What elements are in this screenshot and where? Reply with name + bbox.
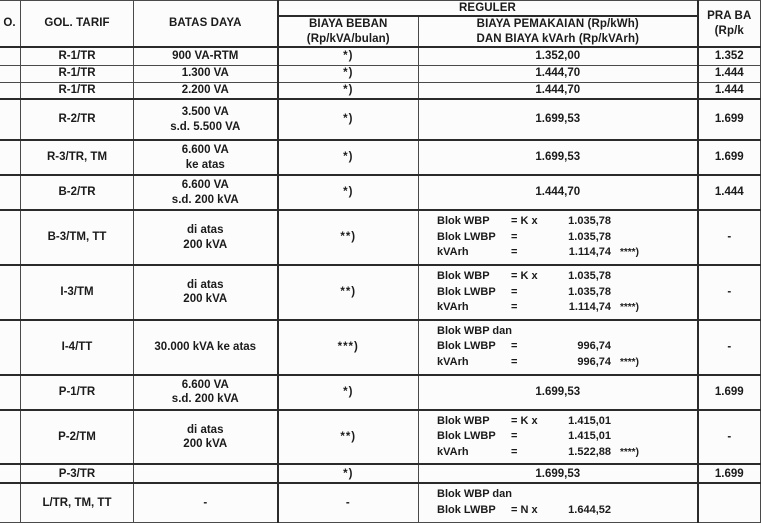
formula-footnote-marker: ****): [620, 247, 639, 259]
cell-pra-bayar: 1.699: [698, 140, 761, 175]
cell-batas-daya: [134, 483, 278, 522]
formula-line: [437, 230, 697, 246]
batas-daya-line: di atas: [187, 278, 224, 291]
formula-operator: =: [511, 301, 518, 314]
cell-biaya-pemakaian: [419, 210, 698, 265]
cell-no: [0, 483, 21, 522]
formula-operator: =: [511, 285, 518, 298]
batas-daya-line: 6.600 VA: [181, 179, 229, 192]
formula-line: [437, 245, 697, 261]
formula-block: [419, 321, 697, 374]
cell-batas-daya: [134, 82, 278, 99]
formula-line: [437, 285, 697, 301]
formula-operator: =: [511, 445, 518, 458]
header-biaya-pemakaian: [419, 16, 698, 47]
cell-pra-bayar: -: [698, 265, 761, 320]
formula-operator: = K x: [511, 215, 538, 228]
formula-operator: = N x: [511, 504, 538, 517]
formula-line: [437, 429, 697, 445]
cell-pra-bayar: [698, 483, 761, 522]
table-row[interactable]: [0, 140, 761, 175]
cell-biaya-beban: *): [278, 82, 419, 99]
formula-block: [419, 211, 697, 264]
batas-daya-line: 6.600 VA: [181, 144, 229, 157]
cell-pra-bayar: 1.699: [698, 464, 761, 483]
cell-gol-tarif: P-2/TM: [21, 410, 134, 465]
cell-biaya-beban: *): [278, 375, 419, 410]
table-row[interactable]: [0, 464, 761, 483]
table-row[interactable]: [0, 320, 761, 375]
cell-biaya-beban: **): [278, 210, 419, 265]
cell-gol-tarif: R-1/TR: [21, 82, 134, 99]
header-batas-daya: BATAS DAYA: [134, 1, 278, 48]
formula-value: 1.035,78: [568, 285, 611, 298]
header-pra-line1: PRA BA: [707, 10, 752, 23]
formula-value: 1.035,78: [568, 269, 611, 282]
cell-pra-bayar: 1.352: [698, 47, 761, 65]
formula-label: kVArh: [437, 445, 469, 458]
header-biaya-beban: [278, 16, 419, 47]
cell-no: [0, 320, 21, 375]
formula-operator: = K x: [511, 414, 538, 427]
table-body: [0, 47, 761, 522]
formula-label: Blok LWBP: [437, 230, 496, 243]
header-biaya-pemakaian-line1: BIAYA PEMAKAIAN (Rp/kWh): [476, 18, 639, 31]
cell-biaya-pemakaian: [419, 483, 698, 522]
batas-daya-line: di atas: [187, 224, 224, 237]
cell-no: [0, 464, 21, 483]
cell-no: [0, 65, 21, 82]
formula-operator: = K x: [511, 269, 538, 282]
cell-batas-daya: [134, 375, 278, 410]
formula-label: Blok LWBP: [437, 504, 496, 517]
cell-batas-daya: [134, 99, 278, 140]
table-row[interactable]: [0, 175, 761, 210]
batas-daya-line: 3.500 VA: [181, 106, 229, 119]
cell-gol-tarif: P-1/TR: [21, 375, 134, 410]
batas-daya-line: 6.600 VA: [181, 378, 229, 391]
formula-block: [419, 266, 697, 319]
header-biaya-beban-line2: (Rp/kVA/bulan): [306, 32, 390, 45]
cell-biaya-pemakaian: [419, 265, 698, 320]
formula-operator: =: [511, 340, 518, 353]
formula-label: Blok WBP: [437, 414, 490, 427]
formula-block: [419, 484, 697, 521]
cell-biaya-beban: *): [278, 99, 419, 140]
formula-value: 1.035,78: [568, 215, 611, 228]
cell-batas-daya: [134, 175, 278, 210]
cell-no: [0, 265, 21, 320]
header-group-reguler: REGULER: [278, 1, 698, 17]
cell-no: [0, 82, 21, 99]
cell-biaya-beban: *): [278, 175, 419, 210]
cell-pra-bayar: -: [698, 210, 761, 265]
table-row[interactable]: [0, 82, 761, 99]
cell-no: [0, 175, 21, 210]
formula-line: [437, 300, 697, 316]
formula-value: 1.415,01: [568, 430, 611, 443]
formula-label: Blok WBP dan: [437, 324, 512, 337]
formula-line: [437, 355, 697, 371]
cell-biaya-pemakaian: 1.699,53: [419, 464, 698, 483]
cell-pra-bayar: 1.699: [698, 99, 761, 140]
cell-batas-daya: [134, 320, 278, 375]
formula-block: [419, 411, 697, 464]
batas-daya-line: 200 kVA: [183, 238, 228, 251]
formula-label: Blok WBP: [437, 215, 490, 228]
cell-no: [0, 140, 21, 175]
cell-batas-daya: [134, 410, 278, 465]
formula-label: Blok WBP dan: [437, 488, 512, 501]
cell-biaya-beban: *): [278, 140, 419, 175]
formula-operator: =: [511, 230, 518, 243]
cell-batas-daya: [134, 464, 278, 483]
header-pra-bayar: [698, 1, 761, 48]
cell-batas-daya: [134, 65, 278, 82]
formula-label: kVArh: [437, 246, 469, 259]
formula-value: 1.114,74: [568, 301, 611, 314]
formula-operator: =: [511, 356, 518, 368]
cell-biaya-pemakaian: 1.699,53: [419, 99, 698, 140]
formula-footnote-marker: ****): [620, 446, 639, 458]
cell-pra-bayar: 1.444: [698, 82, 761, 99]
header-pra-line2: (Rp/k: [714, 24, 744, 37]
formula-value: 1.415,01: [568, 414, 611, 427]
cell-pra-bayar: 1.699: [698, 375, 761, 410]
cell-no: [0, 410, 21, 465]
formula-label: Blok LWBP: [437, 285, 496, 298]
cell-gol-tarif: R-2/TR: [21, 99, 134, 140]
cell-biaya-beban: **): [278, 265, 419, 320]
cell-no: [0, 99, 21, 140]
formula-label: kVArh: [437, 356, 469, 368]
formula-label: Blok LWBP: [437, 340, 496, 353]
batas-daya-line: -: [203, 496, 208, 509]
batas-daya-line: 900 VA-RTM: [172, 50, 239, 63]
cell-gol-tarif: I-4/TT: [21, 320, 134, 375]
header-biaya-pemakaian-line2: DAN BIAYA kVArh (Rp/kVArh): [476, 32, 640, 45]
batas-daya-line: 1.300 VA: [181, 67, 229, 80]
header-no: O.: [0, 1, 21, 48]
table-row[interactable]: [0, 99, 761, 140]
formula-footnote-marker: ****): [620, 357, 639, 368]
cell-pra-bayar: -: [698, 410, 761, 465]
formula-value: 1.035,78: [568, 230, 611, 243]
formula-label: kVArh: [437, 301, 469, 314]
cell-gol-tarif: R-1/TR: [21, 47, 134, 65]
header-biaya-beban-line1: BIAYA BEBAN: [309, 18, 388, 31]
cell-biaya-pemakaian: [419, 320, 698, 375]
cell-pra-bayar: -: [698, 320, 761, 375]
cell-gol-tarif: I-3/TM: [21, 265, 134, 320]
cell-gol-tarif: R-3/TR, TM: [21, 140, 134, 175]
cell-biaya-pemakaian: 1.444,70: [419, 82, 698, 99]
batas-daya-line: 2.200 VA: [181, 84, 229, 97]
batas-daya-line: 200 kVA: [183, 438, 228, 451]
cell-batas-daya: [134, 265, 278, 320]
cell-biaya-pemakaian: 1.699,53: [419, 375, 698, 410]
cell-biaya-pemakaian: [419, 410, 698, 465]
table-row[interactable]: [0, 265, 761, 320]
cell-biaya-beban: *): [278, 47, 419, 65]
cell-no: [0, 210, 21, 265]
cell-biaya-beban: -: [278, 483, 419, 522]
formula-line: [437, 414, 697, 430]
table-row[interactable]: [0, 65, 761, 82]
cell-gol-tarif: B-3/TM, TT: [21, 210, 134, 265]
cell-pra-bayar: 1.444: [698, 175, 761, 210]
formula-value: 1.644,52: [568, 504, 611, 517]
formula-value: 1.114,74: [568, 246, 611, 259]
table-row[interactable]: [0, 375, 761, 410]
cell-gol-tarif: R-1/TR: [21, 65, 134, 82]
batas-daya-line: s.d. 200 kVA: [171, 393, 239, 406]
batas-daya-line: 30.000 kVA ke atas: [154, 341, 257, 353]
formula-line: [437, 269, 697, 285]
formula-line: [437, 214, 697, 230]
cell-batas-daya: [134, 47, 278, 65]
table-row[interactable]: [0, 483, 761, 522]
cell-biaya-pemakaian: 1.444,70: [419, 65, 698, 82]
formula-value: 996,74: [577, 340, 611, 353]
formula-label: Blok LWBP: [437, 430, 496, 443]
formula-line: [437, 503, 697, 519]
header-gol-tarif: GOL. TARIF: [21, 1, 134, 48]
batas-daya-line: s.d. 5.500 VA: [170, 120, 241, 133]
table-header: [0, 1, 761, 48]
formula-label: Blok WBP: [437, 269, 490, 282]
table-row[interactable]: [0, 210, 761, 265]
cell-biaya-beban: ***): [278, 320, 419, 375]
cell-biaya-pemakaian: 1.699,53: [419, 140, 698, 175]
formula-value: 1.522,88: [568, 445, 611, 458]
table-row[interactable]: [0, 410, 761, 465]
batas-daya-line: s.d. 200 kVA: [171, 193, 239, 206]
cell-gol-tarif: B-2/TR: [21, 175, 134, 210]
formula-line: [437, 339, 697, 355]
header-row-top: [0, 1, 761, 17]
cell-biaya-pemakaian: 1.444,70: [419, 175, 698, 210]
cell-batas-daya: [134, 210, 278, 265]
cell-batas-daya: [134, 140, 278, 175]
formula-line: [437, 487, 697, 503]
cell-gol-tarif: P-3/TR: [21, 464, 134, 483]
table-row[interactable]: [0, 47, 761, 65]
cell-biaya-beban: *): [278, 65, 419, 82]
cell-biaya-pemakaian: 1.352,00: [419, 47, 698, 65]
cell-no: [0, 375, 21, 410]
cell-biaya-beban: **): [278, 410, 419, 465]
formula-line: [437, 445, 697, 461]
batas-daya-line: 200 kVA: [183, 293, 228, 306]
formula-operator: =: [511, 246, 518, 259]
batas-daya-line: ke atas: [185, 158, 225, 171]
cell-pra-bayar: 1.444: [698, 65, 761, 82]
cell-no: [0, 47, 21, 65]
formula-footnote-marker: ****): [620, 302, 639, 314]
formula-line: [437, 324, 697, 340]
formula-value: 996,74: [577, 356, 611, 368]
cell-gol-tarif: L/TR, TM, TT: [21, 483, 134, 522]
batas-daya-line: di atas: [187, 423, 224, 436]
formula-operator: =: [511, 430, 518, 443]
cell-biaya-beban: *): [278, 464, 419, 483]
